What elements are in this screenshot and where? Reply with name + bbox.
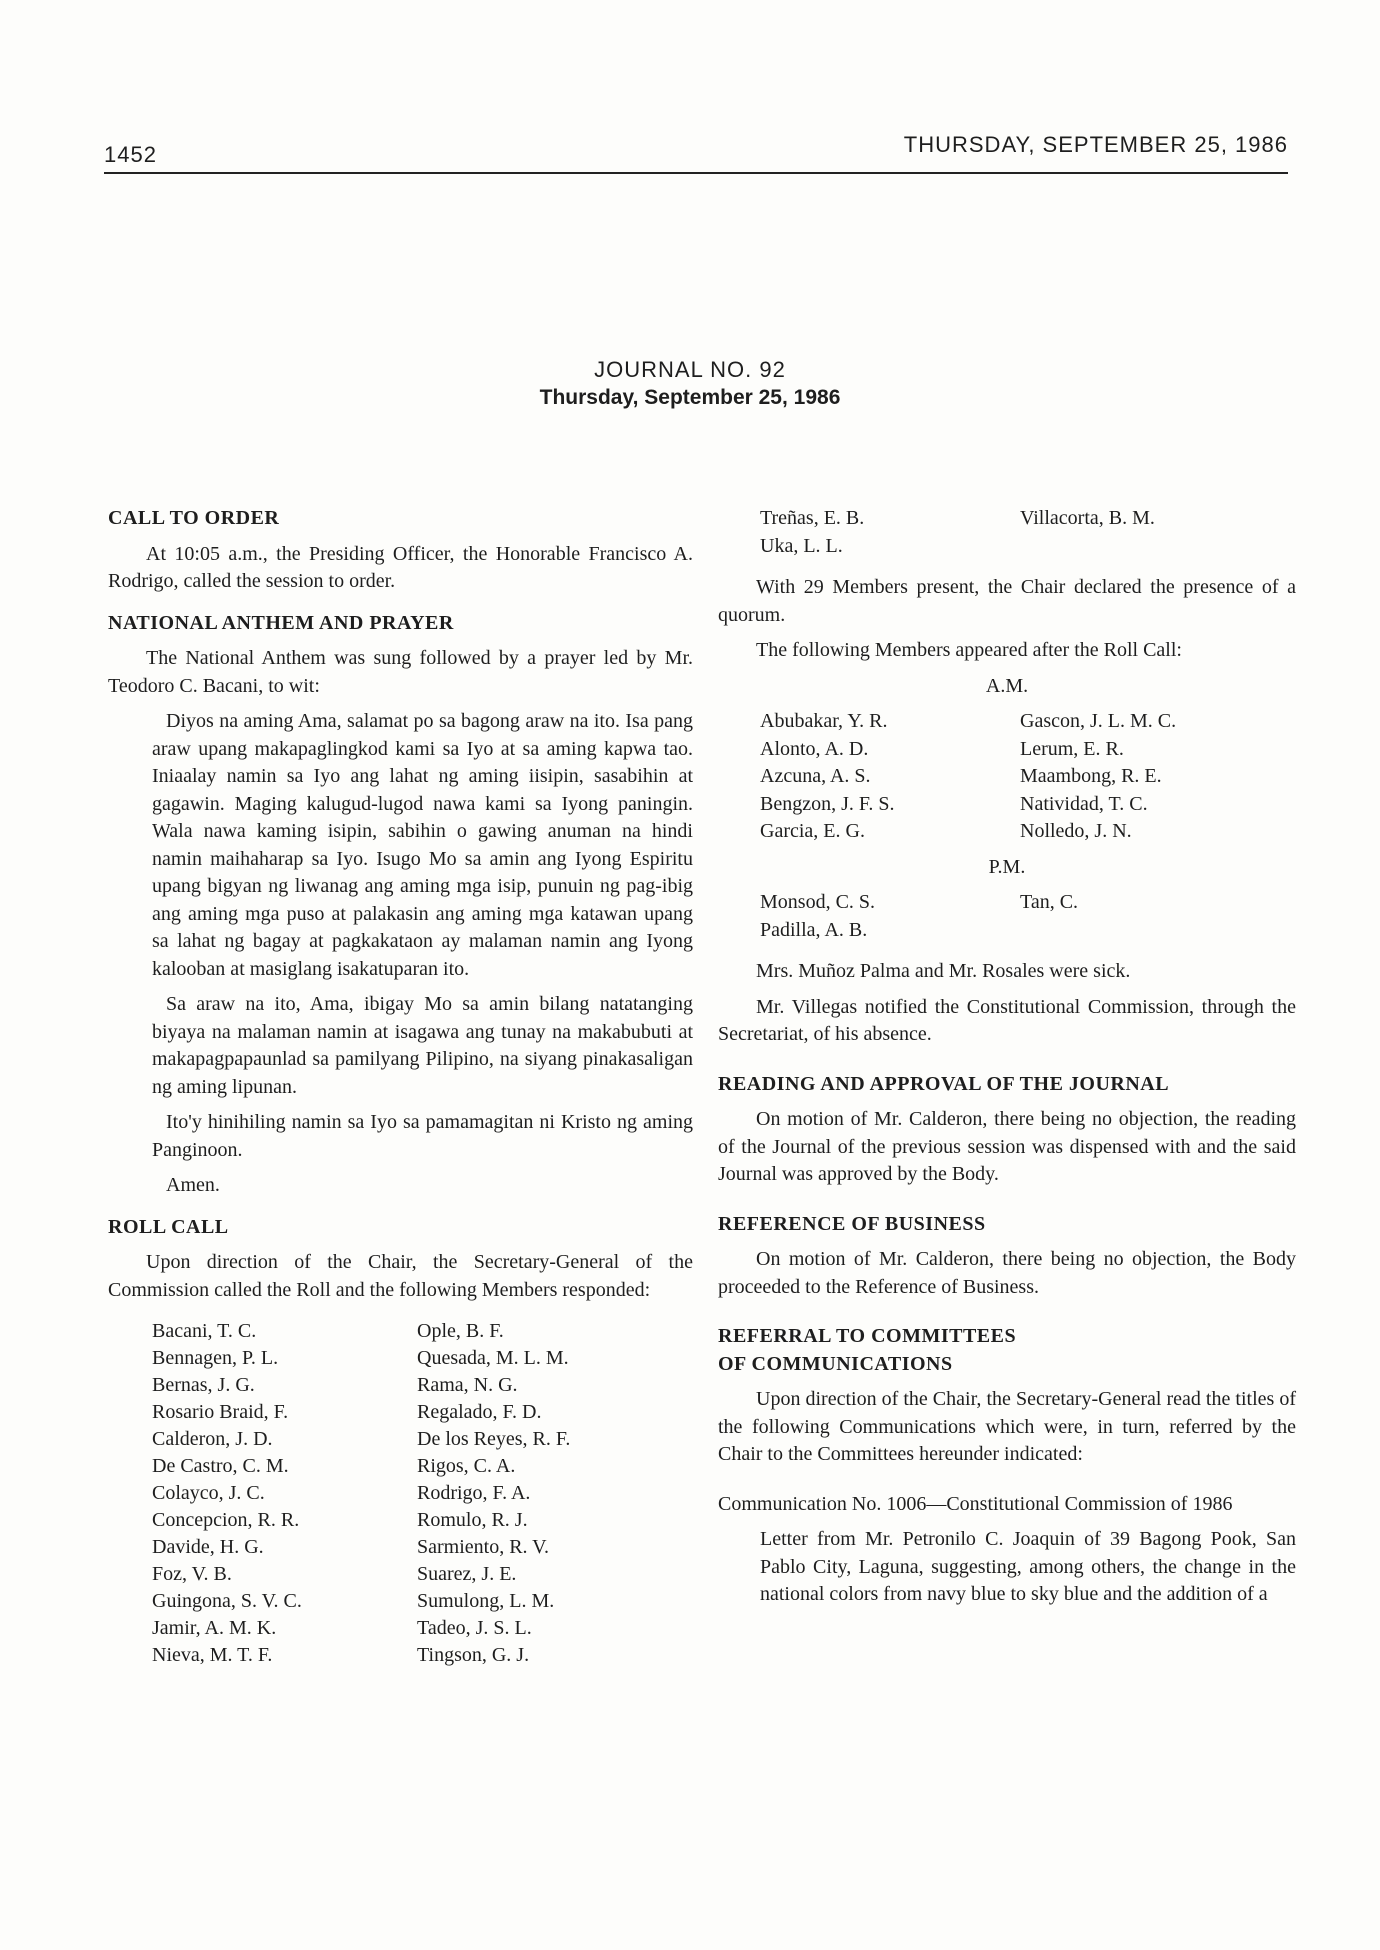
anthem-intro: The National Anthem was sung followed by a prayer led by Mr. Teodoro C. Bacani, to wit: <box>108 647 693 697</box>
member-name: Colayco, J. C. <box>152 1482 265 1504</box>
member-name: Sumulong, L. M. <box>417 1590 555 1612</box>
member-name: Azcuna, A. S. <box>760 765 871 787</box>
member-name: Bennagen, P. L. <box>152 1347 279 1369</box>
member-name: Romulo, R. J. <box>417 1509 528 1531</box>
reading-heading: READING AND APPROVAL OF THE JOURNAL <box>718 1072 1170 1095</box>
member-name: Sarmiento, R. V. <box>417 1536 550 1558</box>
member-name: Rodrigo, F. A. <box>417 1482 531 1504</box>
member-name: Rosario Braid, F. <box>152 1401 289 1423</box>
roll-call-heading: ROLL CALL <box>108 1215 229 1238</box>
member-name: Garcia, E. G. <box>760 820 865 842</box>
member-name: Bacani, T. C. <box>152 1320 257 1342</box>
roll-call-names-continued <box>718 505 1296 560</box>
member-name: Treñas, E. B. <box>760 507 865 529</box>
prayer-paragraph: Diyos na aming Ama, salamat po sa bagong araw na ito. Isa pang araw upang makapaglingkod kami sa Iyo at sa aming kapwa tao. Iniaalay namin sa Iyo ang lahat ng aming iisipin, sasabihin at gagawin. Maging kalugud-lugod nawa kami sa Iyong paningin. Wala nawa kaming isipin, sabihin o gawing anuman na hindi namin maihaharap sa Iyo. Isugo Mo sa amin ang Iyong Espiritu upang bigyan ng liwanag ang aming mga isip, punuin ng pag-ibig ang aming mga puso at palakasin ang aming mga katawan upang sa lahat ng bagay at pagkakataon ay malaman namin ang Iyong kalooban at masiglang isakatuparan ito. <box>152 710 693 980</box>
anthem-heading: NATIONAL ANTHEM AND PRAYER <box>108 611 454 634</box>
absence-text: Mr. Villegas notified the Constitutional Commission, through the Secretariat, of his absence. <box>718 995 1296 1045</box>
roll-call-names <box>108 1318 693 1669</box>
member-name: Monsod, C. S. <box>760 891 876 913</box>
member-name: Uka, L. L. <box>760 534 843 557</box>
journal-date: Thursday, September 25, 1986 <box>539 386 841 409</box>
member-name: Tadeo, J. S. L. <box>417 1617 532 1639</box>
member-name: Padilla, A. B. <box>760 918 868 941</box>
reference-heading: REFERENCE OF BUSINESS <box>718 1212 986 1235</box>
member-name: Tan, C. <box>1020 891 1079 913</box>
late-members-intro: The following Members appeared after the Roll Call: <box>756 639 1182 661</box>
communication-text: Letter from Mr. Petronilo C. Joaquin of 39 Bagong Pook, San Pablo City, Laguna, suggesting, among others, the change in the national colors from navy blue to sky blue and the addition of a <box>760 1528 1296 1605</box>
referral-heading <box>718 1323 1296 1378</box>
member-name: Tingson, G. J. <box>417 1644 530 1666</box>
running-date: THURSDAY, SEPTEMBER 25, 1986 <box>903 132 1288 157</box>
member-name: Bengzon, J. F. S. <box>760 792 895 815</box>
member-name: Davide, H. G. <box>152 1536 264 1558</box>
am-label: A.M. <box>985 674 1029 697</box>
pm-label: P.M. <box>988 855 1026 878</box>
member-name: Gascon, J. L. M. C. <box>1020 710 1177 732</box>
prayer-paragraph: Sa araw na ito, Ama, ibigay Mo sa amin bilang natatanging biyaya na malaman namin at isagawa ang tunay na makabubuti at makapagpapaunlad sa pamilyang Pilipino, na siyang pinakasaligan ng aming lipunan. <box>152 993 693 1098</box>
member-name: Lerum, E. R. <box>1020 737 1124 760</box>
member-name: De los Reyes, R. F. <box>417 1428 571 1450</box>
communication-title: Communication No. 1006—Constitutional Commission of 1986 <box>718 1492 1233 1515</box>
member-name: Maambong, R. E. <box>1020 765 1162 787</box>
left-column <box>108 505 693 1669</box>
right-column <box>718 505 1296 1609</box>
member-name: Ople, B. F. <box>417 1320 504 1342</box>
member-name: Abubakar, Y. R. <box>760 710 888 732</box>
am-members <box>718 708 1296 846</box>
member-name <box>1020 533 1280 561</box>
member-name: Guingona, S. V. C. <box>152 1590 302 1612</box>
referral-heading-line-2: OF COMMUNICATIONS <box>718 1352 953 1375</box>
roll-call-text: Upon direction of the Chair, the Secretary-General of the Commission called the Roll and the following Members responded: <box>108 1251 693 1301</box>
prayer-paragraph: Ito'y hinihiling namin sa Iyo sa pamamagitan ni Kristo ng aming Panginoon. <box>152 1111 693 1161</box>
prayer-amen: Amen. <box>166 1174 220 1196</box>
journal-title-block <box>0 356 1380 412</box>
member-name: De Castro, C. M. <box>152 1455 289 1477</box>
referral-heading-line-1: REFERRAL TO COMMITTEES <box>718 1325 1017 1347</box>
sick-text: Mrs. Muñoz Palma and Mr. Rosales were sick. <box>756 960 1131 982</box>
member-name: Villacorta, B. M. <box>1020 507 1155 529</box>
member-name: Rigos, C. A. <box>417 1455 516 1477</box>
page-number: 1452 <box>104 142 157 167</box>
quorum-text: With 29 Members present, the Chair declared the presence of a quorum. <box>718 576 1296 626</box>
member-name: Jamir, A. M. K. <box>152 1617 277 1639</box>
member-name: Rama, N. G. <box>417 1374 518 1396</box>
member-name: Nieva, M. T. F. <box>152 1644 273 1666</box>
member-name: Alonto, A. D. <box>760 737 869 760</box>
member-name: Quesada, M. L. M. <box>417 1347 569 1369</box>
member-name <box>1020 917 1280 945</box>
prayer-block <box>108 708 693 1200</box>
pm-members <box>718 889 1296 944</box>
running-header <box>104 128 1288 174</box>
member-name: Concepcion, R. R. <box>152 1509 300 1531</box>
member-name: Natividad, T. C. <box>1020 792 1148 815</box>
reference-text: On motion of Mr. Calderon, there being no objection, the Body proceeded to the Reference of Business. <box>718 1248 1296 1298</box>
member-name: Regalado, F. D. <box>417 1401 542 1423</box>
referral-text: Upon direction of the Chair, the Secretary-General read the titles of the following Communications which were, in turn, referred by the Chair to the Committees hereunder indicated: <box>718 1388 1296 1465</box>
member-name: Bernas, J. G. <box>152 1374 255 1396</box>
call-to-order-text: At 10:05 a.m., the Presiding Officer, the Honorable Francisco A. Rodrigo, called the session to order. <box>108 542 693 592</box>
journal-number: JOURNAL NO. 92 <box>594 357 786 382</box>
reading-text: On motion of Mr. Calderon, there being no objection, the reading of the Journal of the previous session was dispensed with and the said Journal was approved by the Body. <box>718 1108 1296 1185</box>
call-to-order-heading: CALL TO ORDER <box>108 507 280 529</box>
member-name: Suarez, J. E. <box>417 1563 517 1585</box>
member-name: Calderon, J. D. <box>152 1428 273 1450</box>
member-name: Nolledo, J. N. <box>1020 820 1132 842</box>
member-name: Foz, V. B. <box>152 1563 232 1585</box>
